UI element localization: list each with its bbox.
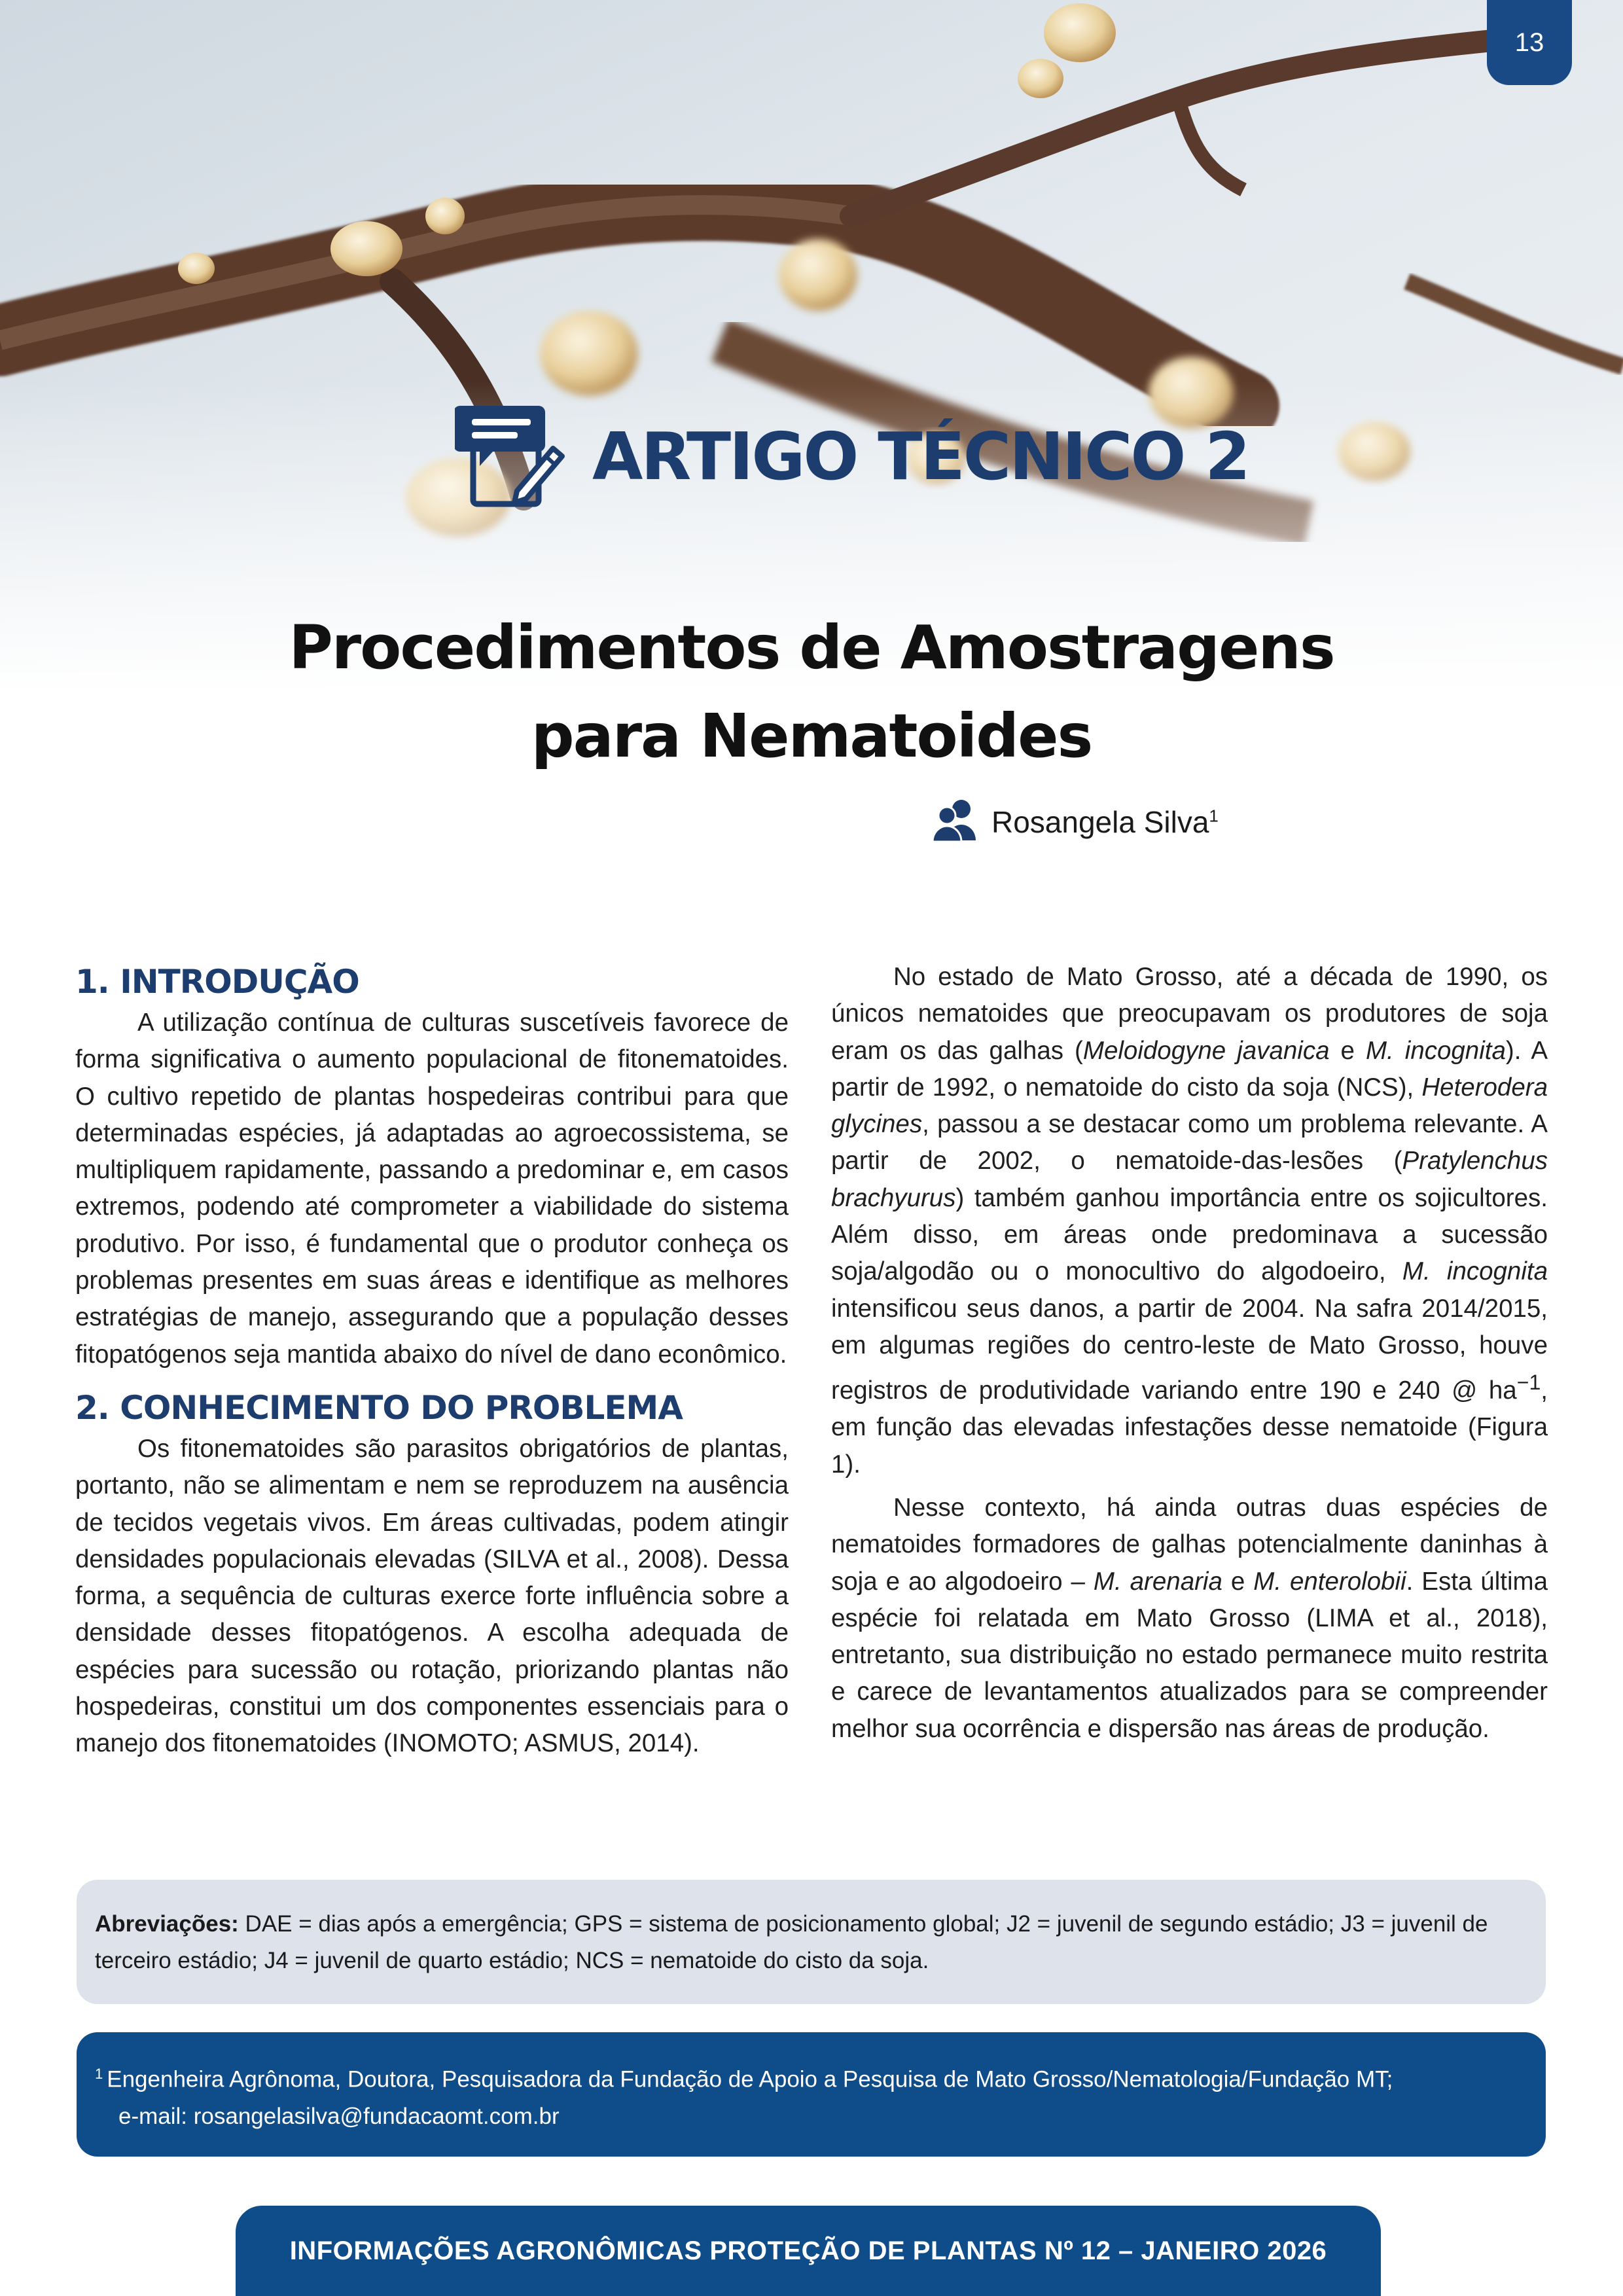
- text-run: e: [1329, 1036, 1366, 1065]
- abbreviations-box: [77, 1880, 1546, 2004]
- species-name: Heterodera glycines: [831, 1073, 1548, 1139]
- text-run: , em função das elevadas infestações desse nematoide (Figura 1).: [831, 1376, 1548, 1479]
- hero-image: [0, 0, 1623, 694]
- author-byline: [933, 798, 1219, 845]
- footnote-email: e-mail: rosangelasilva@fundacaomt.com.br: [118, 2103, 560, 2129]
- species-name: M. arenaria: [1093, 1567, 1222, 1596]
- species-name: Pratylenchus brachyurus: [831, 1147, 1548, 1212]
- section-kicker: [455, 399, 1249, 514]
- problem-paragraph-2: [831, 959, 1548, 1483]
- text-run: . Esta última espécie foi relatada em Mato Grosso (LIMA et al., 2018), entretanto, sua distribuição no estado permanece muito restrita e carece de levantamentos atualizados para se compreender melhor sua ocorrência e dispersão nas áreas de produção.: [831, 1567, 1548, 1743]
- problem-paragraph-1: Os fitonematoides são parasitos obrigatórios de plantas, portanto, não se alimentam e nem se reproduzem na ausência de tecidos vegetais vivos. Em áreas cultivadas, podem atingir densidades populacionais elevadas (SILVA et al., 2008). Dessa forma, a sequência de culturas exerce forte influência sobre a densidade desses fitopatógenos. A escolha adequada de espécies para sucessão ou rotação, priorizando plantas não hospedeiras, constitui um dos componentes essenciais para o manejo dos fitonematoides (INOMOTO; ASMUS, 2014).: [75, 1434, 789, 1758]
- author-name: [991, 804, 1219, 840]
- species-name: M. enterolobii: [1253, 1567, 1406, 1596]
- article-title: [157, 603, 1466, 780]
- right-column: [831, 959, 1548, 1748]
- unit-exponent: −1: [1516, 1371, 1541, 1395]
- text-run: intensificou seus danos, a partir de 2004. Na safra 2014/2015, em algumas regiões do centro-leste de Mato Grosso, houve registros de produtividade variando entre 190 e 240 @ ha: [831, 1294, 1548, 1405]
- text-run: , passou a se destacar como um problema relevante. A partir de 2002, o nematoide-das-lesões (: [831, 1110, 1548, 1175]
- title-line-1: Procedimentos de Amostragens: [289, 612, 1334, 683]
- users-icon: [933, 798, 978, 845]
- species-name: M. incognita: [1402, 1257, 1548, 1286]
- footnote-affiliation: Engenheira Agrônoma, Doutora, Pesquisadora da Fundação de Apoio a Pesquisa de Mato Grosso/Nematologia/Fundação MT;: [107, 2066, 1393, 2092]
- heading-introduction: 1. INTRODUÇÃO: [75, 963, 359, 1001]
- author-footnote-mark: 1: [1209, 806, 1219, 826]
- species-name: Meloidogyne javanica: [1082, 1036, 1330, 1065]
- abbreviations-text: DAE = dias após a emergência; GPS = sistema de posicionamento global; J2 = juvenil de segundo estádio; J3 = juvenil de terceiro estádio; J4 = juvenil de quarto estádio; NCS = nematoide do cisto da soja.: [95, 1911, 1488, 1973]
- text-run: No estado de Mato Grosso, até a década de 1990, os únicos nematoides que preocupavam os produtores de soja eram os das galhas (: [831, 963, 1548, 1065]
- title-line-2: para Nematoides: [531, 700, 1092, 771]
- page-number: 13: [1487, 0, 1572, 85]
- species-name: M. incognita: [1365, 1036, 1506, 1065]
- heading-problem: 2. CONHECIMENTO DO PROBLEMA: [75, 1388, 683, 1427]
- publication-footer: INFORMAÇÕES AGRONÔMICAS PROTEÇÃO DE PLANTAS Nº 12 – JANEIRO 2026: [236, 2206, 1381, 2296]
- footnote-mark: 1: [95, 2066, 103, 2082]
- text-run: Nesse contexto, há ainda outras duas espécies de nematoides formadores de galhas potencialmente daninhas à soja e ao algodoeiro –: [831, 1493, 1548, 1596]
- text-run: ). A partir de 1992, o nematoide do cisto da soja (NCS),: [831, 1036, 1548, 1102]
- author-footnote-box: [77, 2032, 1546, 2157]
- abbreviations-label: Abreviações:: [95, 1911, 239, 1937]
- author-name-text: Rosangela Silva: [991, 804, 1209, 839]
- problem-paragraph-3: [831, 1490, 1548, 1748]
- left-column: [75, 959, 789, 1763]
- document-pen-icon: [455, 399, 566, 514]
- intro-paragraph: A utilização contínua de culturas suscetíveis favorece de forma significativa o aumento populacional de fitonematoides. O cultivo repetido de plantas hospedeiras contribui para que determinadas espécies, já adaptadas ao agroecossistema, se multipliquem rapidamente, passando a predominar e, em casos extremos, podendo até comprometer a viabilidade do sistema produtivo. Por isso, é fundamental que o produtor conheça os problemas presentes em suas áreas e identifique as melhores estratégias de manejo, assegurando que a população desses fitopatógenos seja mantida abaixo do nível de dano econômico.: [75, 1009, 789, 1369]
- section-kicker-label: ARTIGO TÉCNICO 2: [592, 418, 1249, 495]
- text-run: e: [1222, 1567, 1254, 1596]
- text-run: ) também ganhou importância entre os sojicultores. Além disso, em áreas onde predominava a sucessão soja/algodão ou o monocultivo do algodoeiro,: [831, 1183, 1548, 1286]
